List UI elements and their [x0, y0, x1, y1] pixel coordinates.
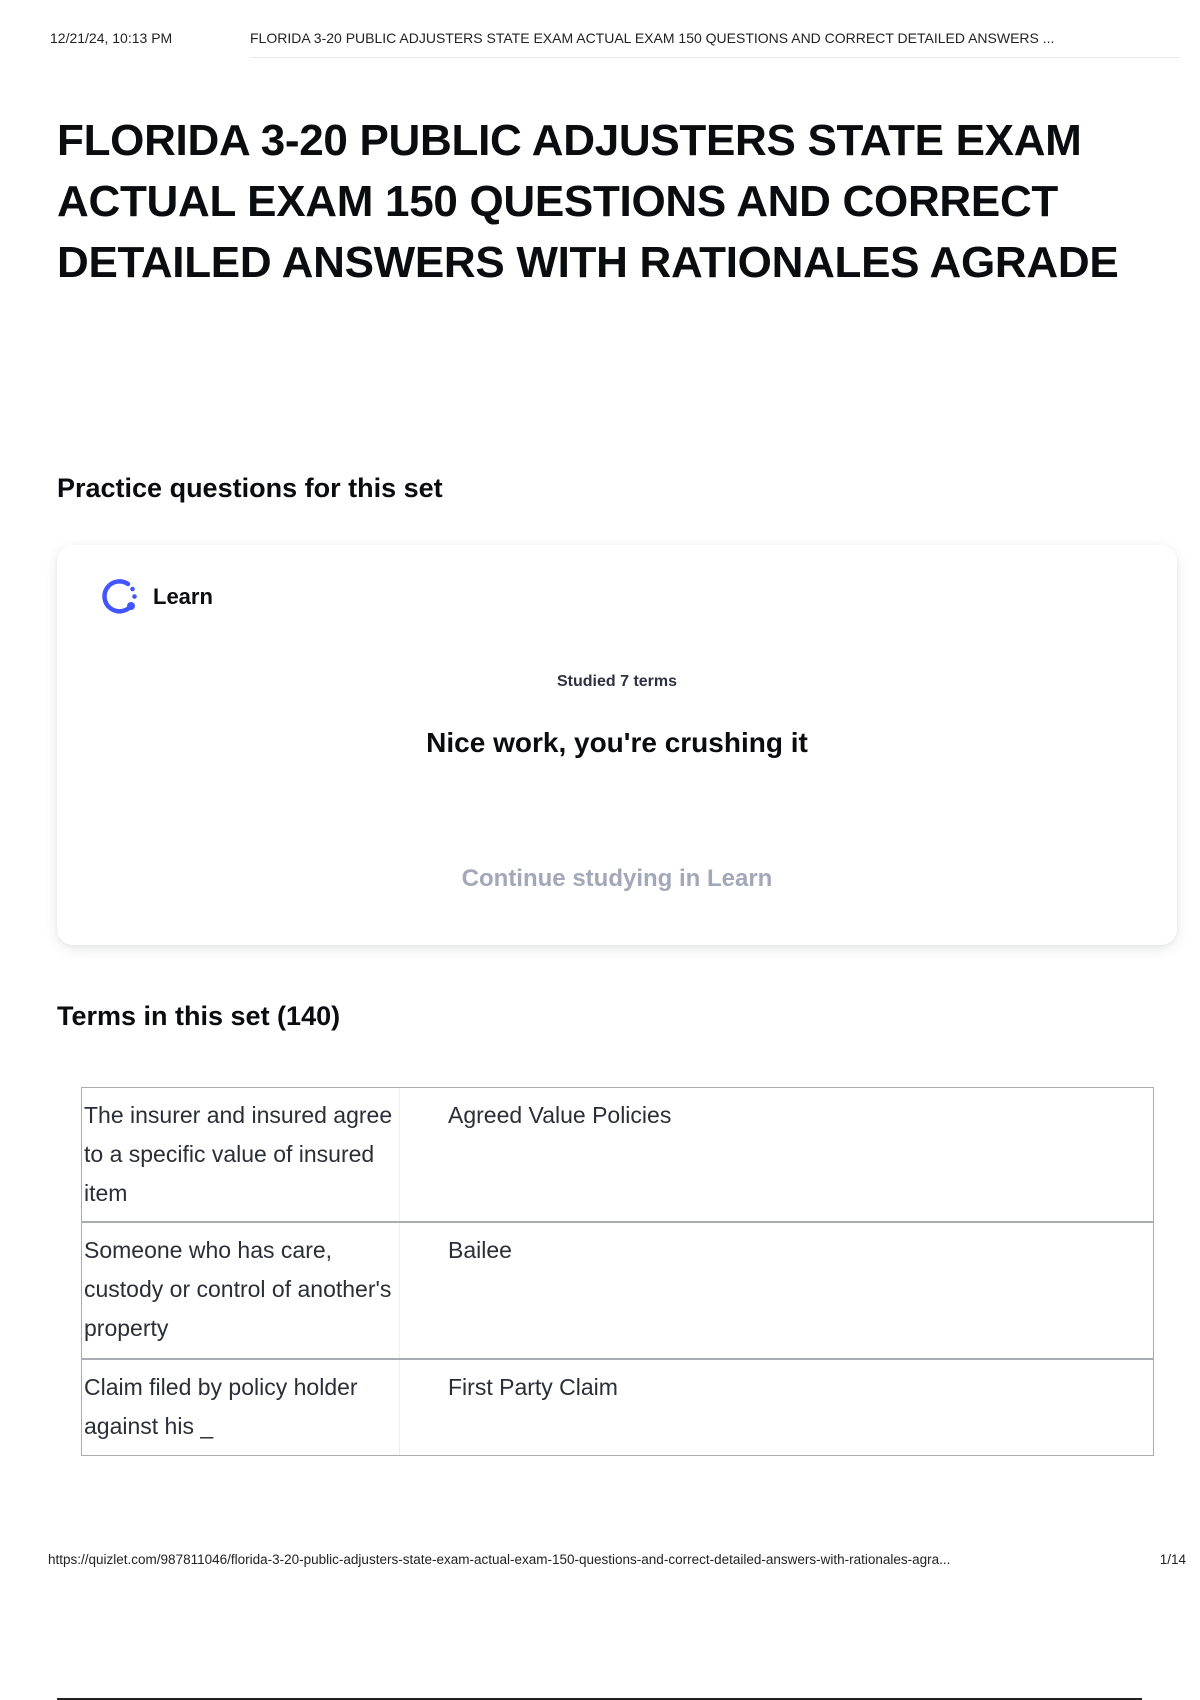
learn-mode-link[interactable]	[97, 575, 213, 619]
print-url: https://quizlet.com/987811046/florida-3-20-public-adjusters-state-exam-actual-exam-150-questions-and-correct-detailed-answers-with-rationales-agra...	[48, 1552, 951, 1567]
learn-card	[57, 545, 1177, 945]
learn-mode-label: Learn	[153, 584, 213, 609]
set-title: FLORIDA 3-20 PUBLIC ADJUSTERS STATE EXAM ACTUAL EXAM 150 QUESTIONS AND CORRECT DETAILED ANSWERS WITH RATIONALES AGRADE	[57, 116, 1119, 287]
header-divider	[250, 57, 1180, 58]
print-datetime: 12/21/24, 10:13 PM	[50, 30, 173, 46]
continue-studying-button[interactable]: Continue studying in Learn	[438, 855, 797, 903]
practice-heading: Practice questions for this set	[57, 473, 443, 503]
definition-text: Bailee	[448, 1237, 512, 1263]
progress-message: Nice work, you're crushing it	[426, 727, 808, 758]
table-row	[82, 1221, 1153, 1358]
term-text: Claim filed by policy holder against his _	[82, 1360, 400, 1455]
print-header	[50, 30, 1186, 46]
page-indicator: 1/14	[1159, 1552, 1186, 1567]
print-document-title: FLORIDA 3-20 PUBLIC ADJUSTERS STATE EXAM ACTUAL EXAM 150 QUESTIONS AND CORRECT DETAILED ANSWERS ...	[250, 30, 1055, 46]
term-text: Someone who has care, custody or control of another's property	[82, 1223, 400, 1358]
table-row	[82, 1088, 1153, 1221]
term-text: The insurer and insured agree to a specific value of insured item	[82, 1088, 400, 1221]
learn-icon	[97, 575, 141, 619]
studied-count: Studied 7 terms	[556, 673, 678, 690]
print-footer	[48, 1552, 1186, 1567]
table-row	[82, 1358, 1153, 1455]
terms-heading: Terms in this set (140)	[57, 1001, 341, 1031]
definition-text: Agreed Value Policies	[448, 1102, 672, 1128]
terms-table	[81, 1087, 1154, 1456]
definition-text: First Party Claim	[448, 1374, 618, 1400]
